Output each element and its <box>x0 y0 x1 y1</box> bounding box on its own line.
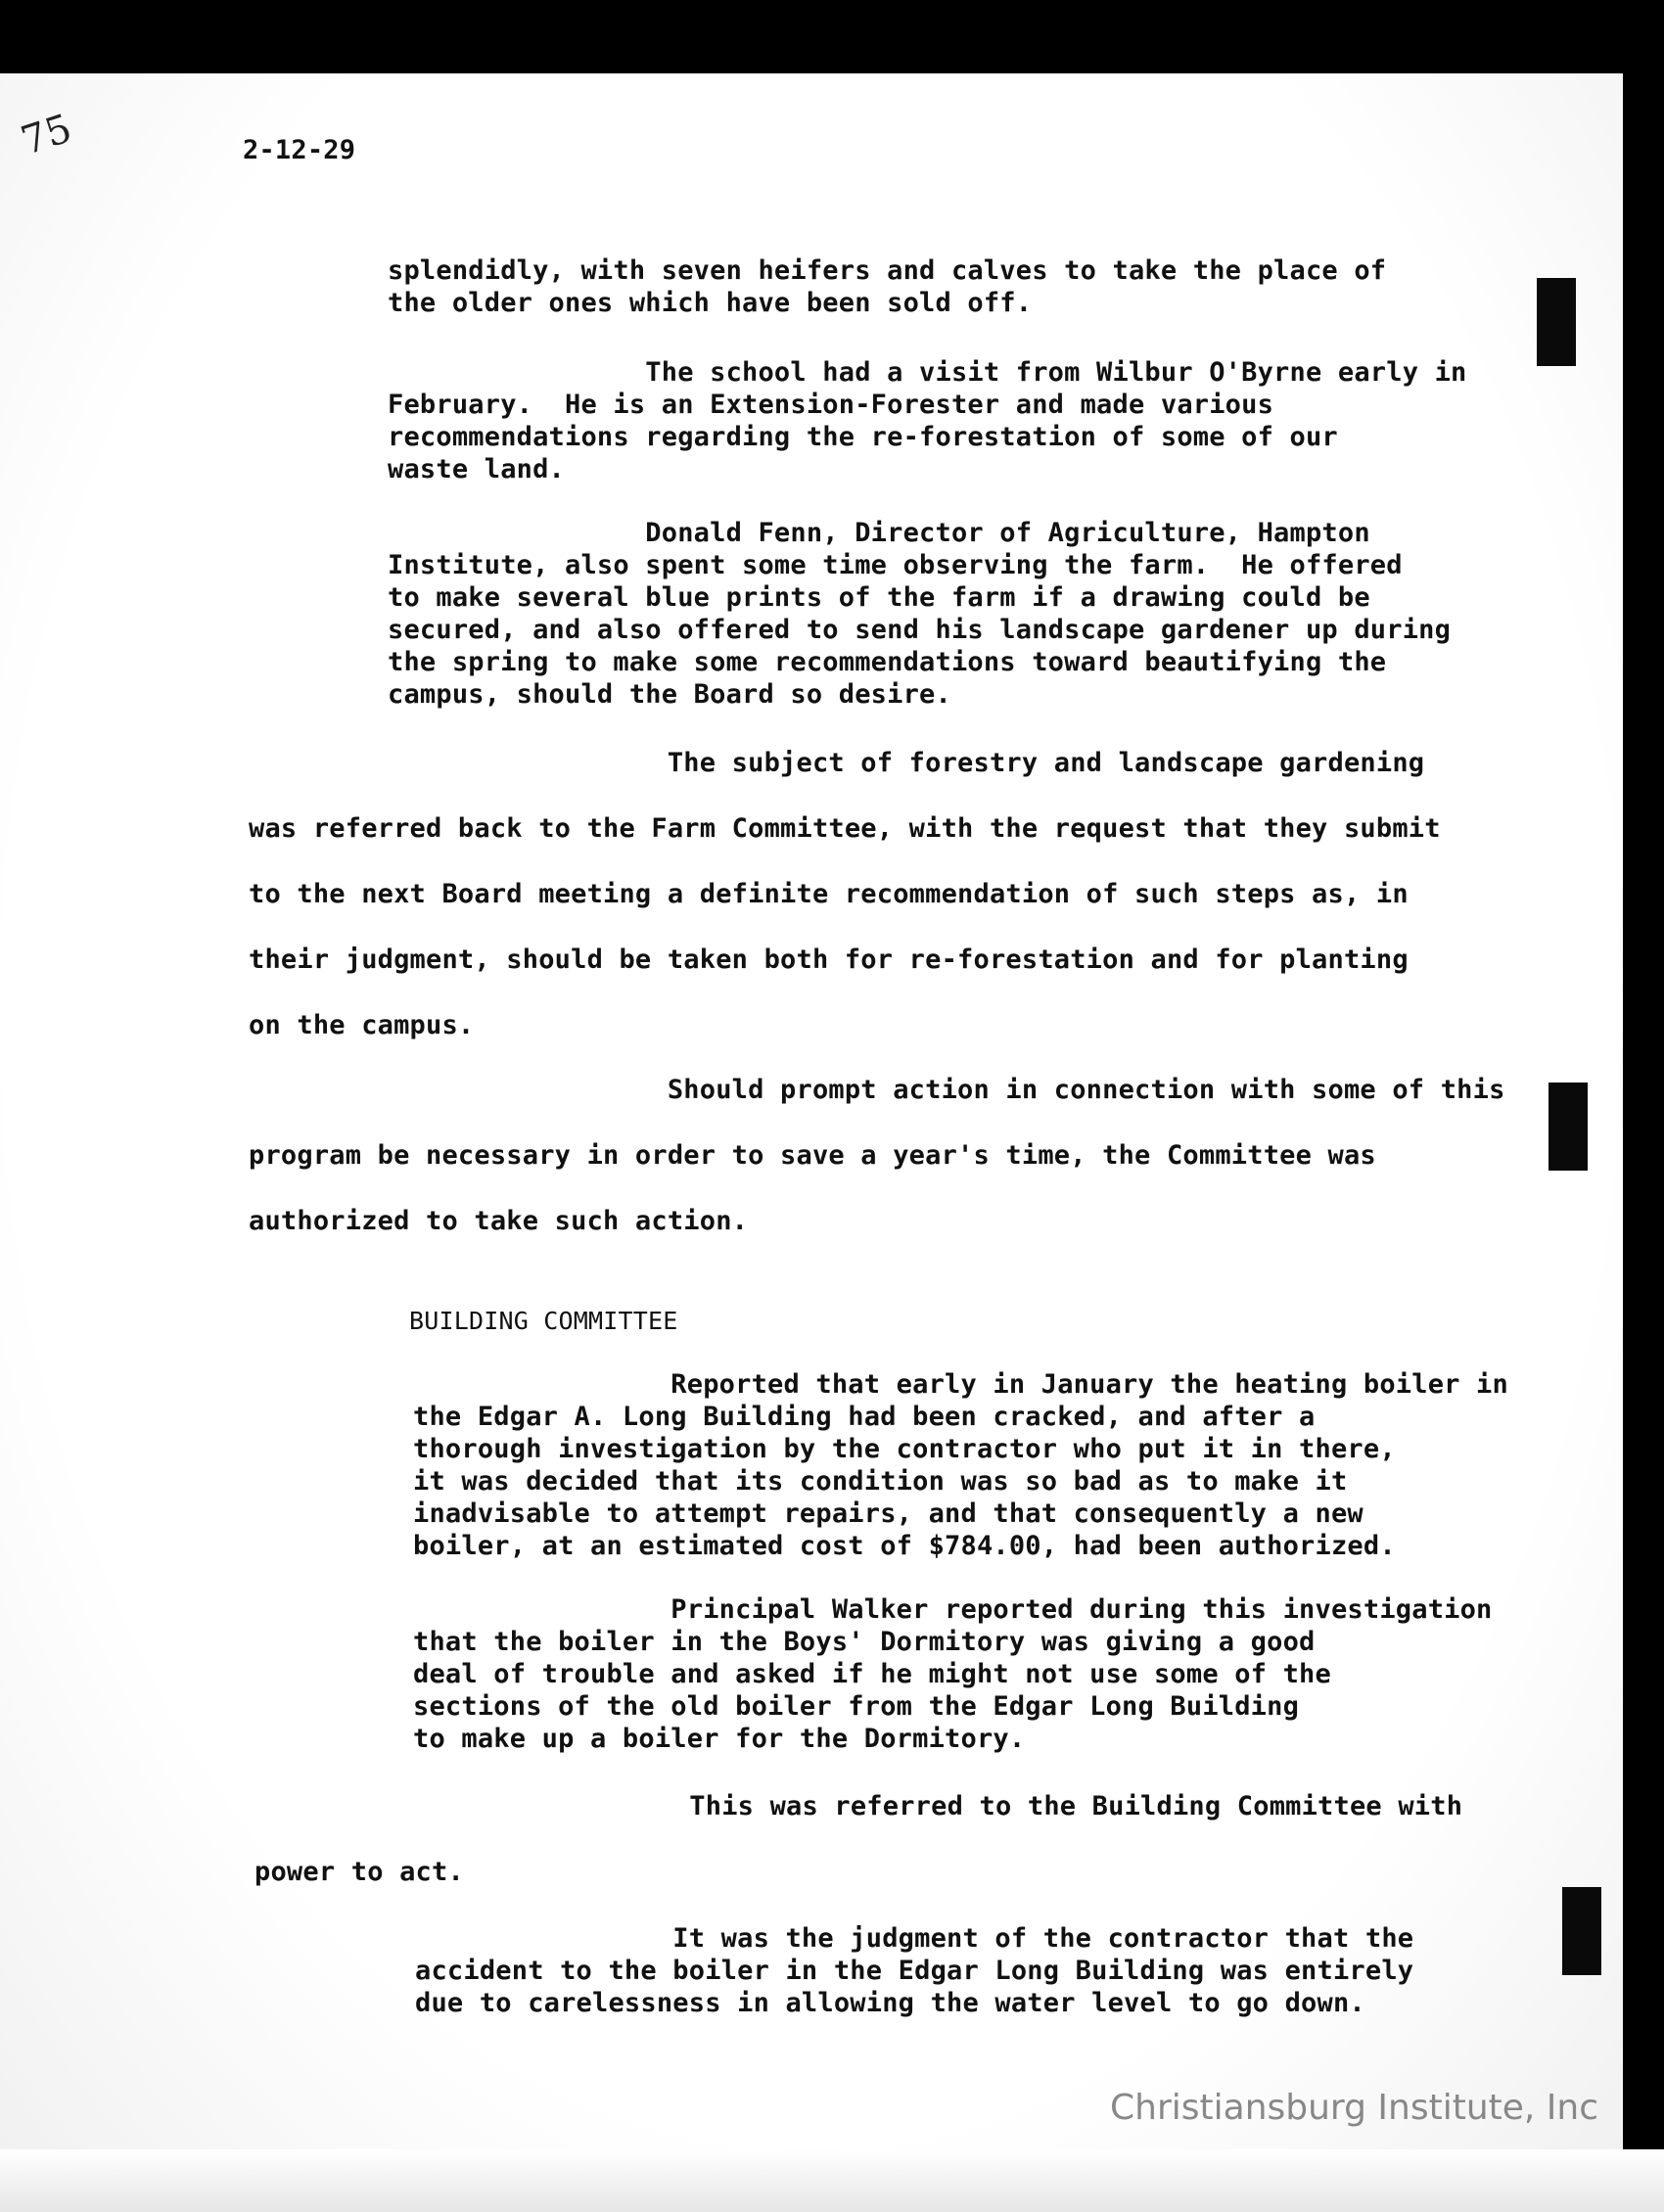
paragraph-heifers: splendidly, with seven heifers and calves to take the place of the older ones which have been sold off. <box>388 255 1387 318</box>
scan-border-bottom <box>0 2149 1664 2212</box>
paragraph-contractor-judgment: It was the judgment of the contractor that the accident to the boiler in the Edgar Long Building was entirely due to carelessness in allowing the water level to go down. <box>415 1923 1414 2018</box>
paragraph-boiler-report: Reported that early in January the heating boiler in the Edgar A. Long Building had been cracked, and after a thorough investigation by the contractor who put it in there, it was decided that its condition was so bad as to make it inadvisable to attempt repairs, and that consequently a new boiler, at an estimated cost of $784.00, had been authorized. <box>413 1369 1508 1561</box>
paragraph-forestry-referral: The subject of forestry and landscape gardening was referred back to the Farm Committee, with the request that they submit to the next Board meeting a definite recommendation of such steps as, in their judgment, should be taken both for re-forestation and for planting on the campus. <box>249 748 1441 1040</box>
paragraph-prompt-action: Should prompt action in connection with some of this program be necessary in order to save a year's time, the Committee was authorized to take such action. <box>249 1075 1505 1236</box>
registration-mark <box>1537 278 1576 366</box>
watermark: Christiansburg Institute, Inc <box>1110 2088 1599 2128</box>
scan-border-right <box>1623 0 1664 2212</box>
paragraph-walker-request: Principal Walker reported during this investigation that the boiler in the Boys' Dormitory was giving a good deal of trouble and asked if he might not use some of the sections of the old boiler from the Edgar Long Building to make up a boiler for the Dormitory. <box>413 1594 1493 1754</box>
scan-border-top <box>0 0 1664 73</box>
paragraph-obyrne-visit: The school had a visit from Wilbur O'Byrne early in February. He is an Extension-Forester and made various recommendations regarding the re-forestation of some of our waste land. <box>388 357 1467 484</box>
building-committee-heading: BUILDING COMMITTEE <box>409 1307 678 1335</box>
paragraph-referred-building-committee: This was referred to the Building Committee with power to act. <box>254 1791 1463 1887</box>
document-date: 2-12-29 <box>243 135 356 165</box>
registration-mark <box>1548 1083 1588 1171</box>
paragraph-fenn-visit: Donald Fenn, Director of Agriculture, Hampton Institute, also spent some time observing the farm. He offered to make several blue prints of the farm if a drawing could be secured, and also offered to send his landscape gardener up during the spring to make some recommendations toward beautifying the campus, should the Board so desire. <box>388 518 1452 710</box>
registration-mark <box>1562 1887 1601 1975</box>
handwritten-page-number: 75 <box>16 106 77 164</box>
